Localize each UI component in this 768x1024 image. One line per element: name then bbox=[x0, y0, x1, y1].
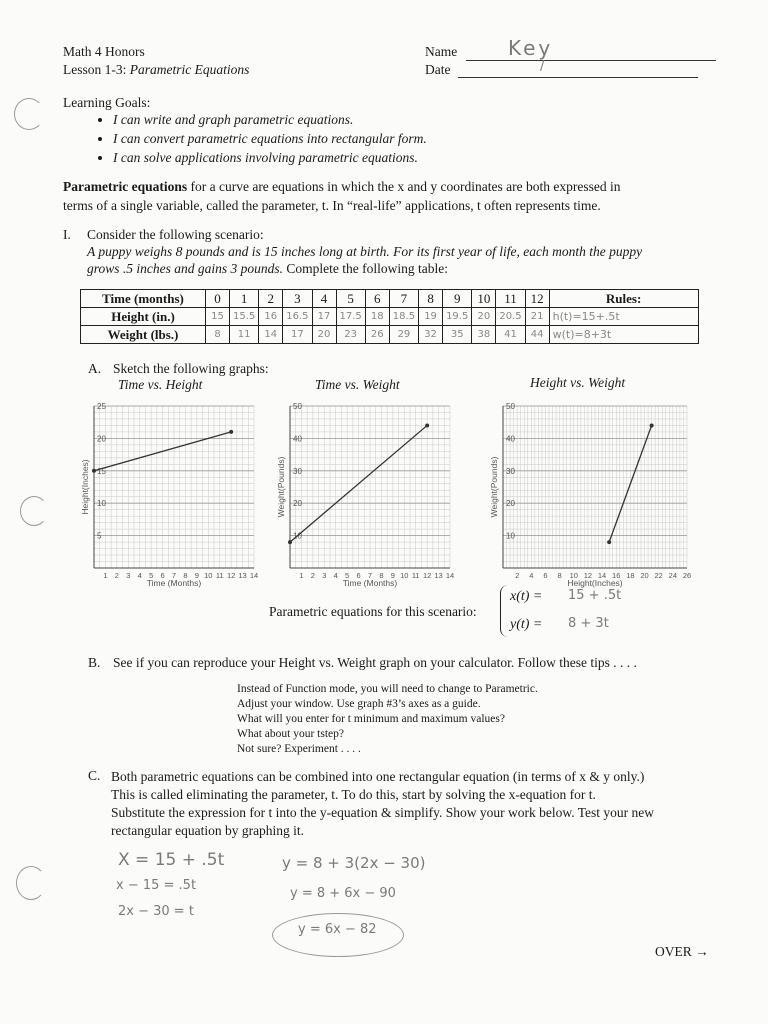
section-prompt: Consider the following scenario: bbox=[87, 227, 264, 242]
data-point bbox=[607, 540, 611, 544]
time-cell: 6 bbox=[365, 290, 389, 308]
table-row bbox=[81, 290, 699, 308]
x-tick-label: 4 bbox=[137, 571, 142, 580]
time-cell: 0 bbox=[206, 290, 230, 308]
tip-item: What about your tstep? bbox=[237, 728, 344, 740]
y-axis-title: Height(Inches) bbox=[80, 459, 90, 515]
x-tick-label: 11 bbox=[215, 571, 224, 580]
height-weight-chart bbox=[475, 398, 695, 588]
tip-item: What will you enter for t minimum and maximum values? bbox=[237, 713, 505, 725]
partB-text: See if you can reproduce your Height vs. Weight graph on your calculator. Follow these tips . . . . bbox=[113, 655, 637, 670]
x-tick-label: 10 bbox=[400, 571, 409, 580]
time-cell: 10 bbox=[472, 290, 496, 308]
x-tick-label: 3 bbox=[126, 571, 131, 580]
weight-cell: 14 bbox=[259, 326, 283, 344]
x-tick-label: 1 bbox=[299, 571, 304, 580]
date-line bbox=[458, 77, 698, 78]
x-tick-label: 18 bbox=[626, 571, 635, 580]
x-tick-label: 14 bbox=[445, 571, 455, 580]
tip-item: Instead of Function mode, you will need to change to Parametric. bbox=[237, 683, 538, 695]
data-point bbox=[425, 423, 429, 427]
work-line: y = 8 + 6x − 90 bbox=[290, 886, 396, 901]
x-tick-label: 6 bbox=[356, 571, 361, 580]
x-axis-title: Time (Months) bbox=[342, 578, 398, 588]
goals-heading: Learning Goals: bbox=[63, 95, 151, 110]
height-cell: 15 bbox=[206, 308, 230, 326]
y-tick-label: 50 bbox=[293, 402, 302, 411]
scenario-italic: grows .5 inches and gains 3 pounds. bbox=[87, 261, 284, 276]
time-cell: 9 bbox=[443, 290, 472, 308]
x-tick-label: 12 bbox=[583, 571, 593, 580]
time-cell: 8 bbox=[419, 290, 443, 308]
hole-punch-top bbox=[14, 98, 44, 130]
lesson-prefix: Lesson 1-3: bbox=[63, 62, 127, 77]
x-tick-label: 7 bbox=[171, 571, 177, 580]
time-cell: 11 bbox=[496, 290, 525, 308]
partC-letter: C. bbox=[88, 768, 101, 783]
weight-cell: 29 bbox=[389, 326, 418, 344]
puppy-table bbox=[80, 289, 699, 344]
x-tick-label: 10 bbox=[569, 571, 578, 580]
x-tick-label: 12 bbox=[226, 571, 236, 580]
weight-cell: 38 bbox=[472, 326, 496, 344]
x-tick-label: 13 bbox=[238, 571, 247, 580]
graph-title: Time vs. Weight bbox=[315, 377, 400, 392]
date-label: Date bbox=[425, 62, 451, 77]
y-tick-label: 30 bbox=[293, 466, 302, 476]
work-line: 2x − 30 = t bbox=[118, 904, 194, 919]
intro-term: Parametric equations bbox=[63, 179, 188, 194]
x-tick-label: 11 bbox=[411, 571, 420, 580]
x-tick-label: 16 bbox=[612, 571, 621, 580]
height-cell: 19 bbox=[419, 308, 443, 326]
weight-cell: 23 bbox=[336, 326, 365, 344]
x-tick-label: 7 bbox=[367, 571, 373, 580]
graph-title: Height vs. Weight bbox=[530, 375, 626, 390]
parametric-label: Parametric equations for this scenario: bbox=[269, 604, 477, 619]
y-tick-label: 15 bbox=[97, 466, 106, 476]
x-tick-label: 9 bbox=[390, 571, 395, 580]
weight-cell: 8 bbox=[206, 326, 230, 344]
table-row bbox=[81, 308, 699, 326]
y-tick-label: 5 bbox=[97, 531, 102, 541]
height-header: Height (in.) bbox=[81, 308, 206, 326]
x-tick-label: 8 bbox=[557, 571, 562, 580]
work-line: y = 8 + 3(2x − 30) bbox=[282, 854, 426, 872]
work-line: y = 6x − 82 bbox=[298, 922, 377, 937]
y-axis-title: Weight(Pounds) bbox=[489, 456, 499, 518]
y-tick-label: 10 bbox=[506, 531, 515, 541]
goals-list bbox=[77, 110, 427, 167]
height-cell: 20 bbox=[472, 308, 496, 326]
time-height-chart bbox=[80, 398, 260, 588]
x-tick-label: 2 bbox=[310, 571, 315, 580]
weight-cell: 41 bbox=[496, 326, 525, 344]
weight-cell: 44 bbox=[525, 326, 549, 344]
y-tick-label: 40 bbox=[506, 434, 515, 444]
name-value: Key bbox=[508, 36, 554, 60]
lesson-title bbox=[63, 62, 249, 78]
partC-line: Substitute the expression for t into the y-equation & simplify. Show your work below. Test your new bbox=[111, 805, 654, 820]
graph-title: Time vs. Height bbox=[118, 377, 203, 392]
weight-rule: w(t)=8+3t bbox=[549, 326, 698, 344]
x-tick-label: 22 bbox=[654, 571, 663, 580]
over-label: OVER → bbox=[655, 944, 709, 959]
rules-header: Rules: bbox=[549, 290, 698, 308]
partC-line: rectangular equation by graphing it. bbox=[111, 823, 305, 838]
height-cell: 16.5 bbox=[283, 308, 312, 326]
scenario-line-2 bbox=[87, 261, 448, 277]
goal-item: • I can solve applications involving parametric equations. bbox=[113, 148, 427, 167]
x-equation-value: 15 + .5t bbox=[568, 588, 622, 603]
name-line bbox=[466, 60, 716, 61]
height-cell: 21 bbox=[525, 308, 549, 326]
y-tick-label: 20 bbox=[97, 434, 106, 444]
weight-cell: 20 bbox=[312, 326, 336, 344]
time-header: Time (months) bbox=[81, 290, 206, 308]
x-tick-label: 10 bbox=[204, 571, 213, 580]
height-cell: 17.5 bbox=[336, 308, 365, 326]
data-point bbox=[92, 469, 96, 473]
goal-item: • I can write and graph parametric equations. bbox=[113, 110, 427, 129]
time-cell: 2 bbox=[259, 290, 283, 308]
x-tick-label: 6 bbox=[543, 571, 548, 580]
partC-line: Both parametric equations can be combined into one rectangular equation (in terms of x & y only.) bbox=[111, 769, 645, 784]
y-tick-label: 50 bbox=[506, 402, 515, 411]
y-tick-label: 25 bbox=[97, 402, 106, 411]
partC-line: This is called eliminating the parameter, t. To do this, start by solving the x-equation for t. bbox=[111, 787, 596, 802]
hole-punch-bottom bbox=[16, 866, 46, 900]
x-tick-label: 14 bbox=[597, 571, 607, 580]
goal-item: • I can convert parametric equations into rectangular form. bbox=[113, 129, 427, 148]
scenario-rest: Complete the following table: bbox=[286, 261, 448, 276]
y-tick-label: 10 bbox=[293, 531, 302, 541]
time-weight-chart bbox=[262, 398, 462, 588]
parametric-brace bbox=[500, 585, 509, 637]
table-row bbox=[81, 326, 699, 344]
course-title: Math 4 Honors bbox=[63, 44, 145, 59]
time-cell: 1 bbox=[230, 290, 259, 308]
x-tick-label: 13 bbox=[434, 571, 443, 580]
name-label: Name bbox=[425, 44, 458, 59]
x-tick-label: 20 bbox=[640, 571, 649, 580]
weight-cell: 32 bbox=[419, 326, 443, 344]
height-cell: 15.5 bbox=[230, 308, 259, 326]
x-tick-label: 4 bbox=[529, 571, 534, 580]
partB-letter: B. bbox=[88, 655, 101, 670]
x-tick-label: 6 bbox=[160, 571, 165, 580]
data-point bbox=[650, 423, 654, 427]
height-cell: 18.5 bbox=[389, 308, 418, 326]
y-axis-title: Weight(Pounds) bbox=[276, 456, 286, 518]
y-tick-label: 20 bbox=[293, 499, 302, 509]
x-tick-label: 14 bbox=[249, 571, 259, 580]
weight-cell: 26 bbox=[365, 326, 389, 344]
x-tick-label: 9 bbox=[194, 571, 199, 580]
height-rule: h(t)=15+.5t bbox=[549, 308, 698, 326]
scenario-line-1: A puppy weighs 8 pounds and is 15 inches long at birth. For its first year of life, each month the puppy bbox=[87, 244, 643, 259]
y-tick-label: 20 bbox=[506, 499, 515, 509]
x-tick-label: 5 bbox=[149, 571, 154, 580]
hole-punch-middle bbox=[20, 496, 48, 526]
y-equation-value: 8 + 3t bbox=[568, 616, 609, 631]
height-cell: 16 bbox=[259, 308, 283, 326]
partA-text: Sketch the following graphs: bbox=[113, 361, 269, 376]
tip-item: Adjust your window. Use graph #3’s axes as a guide. bbox=[237, 698, 481, 710]
data-point bbox=[288, 540, 292, 544]
x-tick-label: 8 bbox=[183, 571, 188, 580]
intro-text-2: terms of a single variable, called the parameter, t. In “real-life” applications, t often represents time. bbox=[63, 198, 601, 213]
x-tick-label: 1 bbox=[103, 571, 108, 580]
y-tick-label: 40 bbox=[293, 434, 302, 444]
work-line: X = 15 + .5t bbox=[118, 850, 225, 870]
work-line: x − 15 = .5t bbox=[116, 878, 197, 893]
x-tick-label: 2 bbox=[114, 571, 119, 580]
x-axis-title: Time (Months) bbox=[146, 578, 202, 588]
data-point bbox=[229, 430, 233, 434]
x-tick-label: 12 bbox=[422, 571, 432, 580]
intro-paragraph bbox=[63, 177, 723, 215]
intro-text-1: for a curve are equations in which the x and y coordinates are both expressed in bbox=[190, 179, 621, 194]
x-tick-label: 2 bbox=[515, 571, 520, 580]
x-tick-label: 5 bbox=[345, 571, 350, 580]
y-tick-label: 30 bbox=[506, 466, 515, 476]
height-cell: 18 bbox=[365, 308, 389, 326]
tip-item: Not sure? Experiment . . . . bbox=[237, 743, 361, 755]
weight-cell: 11 bbox=[230, 326, 259, 344]
height-cell: 17 bbox=[312, 308, 336, 326]
partA-letter: A. bbox=[88, 361, 102, 376]
height-cell: 20.5 bbox=[496, 308, 525, 326]
x-tick-label: 3 bbox=[322, 571, 327, 580]
weight-cell: 17 bbox=[283, 326, 312, 344]
x-tick-label: 24 bbox=[668, 571, 678, 580]
partC-body bbox=[111, 768, 731, 840]
section-numeral: I. bbox=[63, 227, 71, 242]
weight-cell: 35 bbox=[443, 326, 472, 344]
x-tick-label: 4 bbox=[333, 571, 338, 580]
time-cell: 4 bbox=[312, 290, 336, 308]
x-axis-title: Height(Inches) bbox=[567, 578, 623, 588]
time-cell: 3 bbox=[283, 290, 312, 308]
time-cell: 5 bbox=[336, 290, 365, 308]
x-tick-label: 8 bbox=[379, 571, 384, 580]
lesson-name: Parametric Equations bbox=[129, 62, 250, 77]
weight-header: Weight (lbs.) bbox=[81, 326, 206, 344]
y-tick-label: 10 bbox=[97, 499, 106, 509]
time-cell: 12 bbox=[525, 290, 549, 308]
height-cell: 19.5 bbox=[443, 308, 472, 326]
x-equation-label: x(t) = bbox=[510, 589, 543, 604]
x-tick-label: 26 bbox=[682, 571, 692, 580]
y-equation-label: y(t) = bbox=[510, 617, 543, 632]
time-cell: 7 bbox=[389, 290, 418, 308]
date-value: / bbox=[540, 59, 545, 74]
partB-tips bbox=[237, 682, 538, 757]
